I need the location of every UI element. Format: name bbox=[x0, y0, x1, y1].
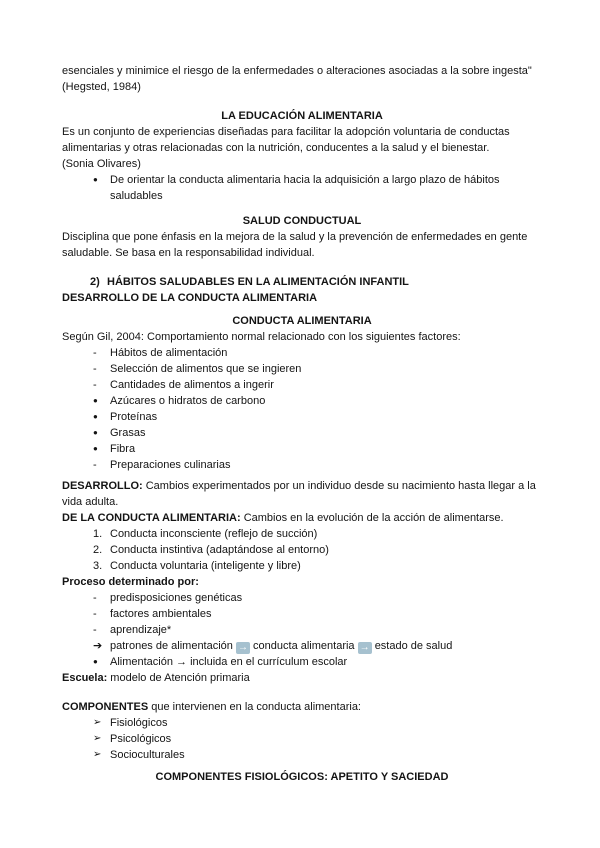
bullet-icon: ● bbox=[93, 444, 98, 453]
bullet-icon: ● bbox=[93, 657, 98, 666]
list-item bbox=[62, 409, 542, 425]
arrow-right-icon: ➔ bbox=[93, 640, 103, 652]
dash-icon: - bbox=[93, 347, 97, 359]
list-item-text: Cantidades de alimentos a ingerir bbox=[110, 379, 274, 391]
list-item-text: Preparaciones culinarias bbox=[110, 459, 231, 471]
number-marker: 1. bbox=[93, 528, 103, 540]
list-item-text: Hábitos de alimentación bbox=[110, 347, 228, 359]
numbered-heading-text: HÁBITOS SALUDABLES EN LA ALIMENTACIÓN INFANTIL bbox=[107, 276, 409, 288]
numbered-list-item bbox=[62, 558, 542, 574]
educacion-paragraph: Es un conjunto de experiencias diseñadas para facilitar la adopción voluntaria de conductas alimentarias y otras relacionadas con la nutrición, conducentes a la salud y el bienestar. bbox=[62, 126, 510, 154]
dash-icon: - bbox=[93, 379, 97, 391]
dash-icon: - bbox=[93, 459, 97, 471]
list-item-text: aprendizaje* bbox=[110, 624, 172, 636]
list-item bbox=[62, 622, 542, 638]
list-item-text: Conducta instintiva (adaptándose al entorno) bbox=[110, 544, 329, 556]
list-item bbox=[62, 425, 542, 441]
desarrollo-paragraph bbox=[62, 478, 542, 510]
list-item-text: Azúcares o hidratos de carbono bbox=[110, 395, 266, 407]
arrowhead-icon: ➢ bbox=[93, 749, 102, 760]
list-item-orientar bbox=[62, 172, 542, 204]
list-item bbox=[62, 393, 542, 409]
arrowhead-icon: ➢ bbox=[93, 733, 102, 744]
list-item-text: factores ambientales bbox=[110, 608, 212, 620]
list-item-text: Selección de alimentos que se ingieren bbox=[110, 363, 302, 375]
educacion-attribution: (Sonia Olivares) bbox=[62, 158, 141, 170]
de-la-conducta-paragraph bbox=[62, 510, 542, 526]
escuela-label: Escuela: bbox=[62, 672, 108, 684]
number-marker: 2. bbox=[93, 544, 103, 556]
quote-continuation-paragraph: esenciales y minimice el riesgo de la enfermedades o alteraciones asociadas a la sobre ingesta" (Hegsted, 1984) bbox=[62, 65, 532, 93]
heading-salud-conductual: SALUD CONDUCTUAL bbox=[242, 215, 362, 227]
numbered-list-item bbox=[62, 542, 542, 558]
list-item-text: Fisiológicos bbox=[110, 717, 168, 729]
list-item-text: Grasas bbox=[110, 427, 146, 439]
right-arrow-emoji-icon: → bbox=[237, 642, 248, 653]
desarrollo-label: DESARROLLO: bbox=[62, 480, 143, 492]
list-item-text: Conducta inconsciente (reflejo de succión) bbox=[110, 528, 318, 540]
heading-componentes-fisiologicos: COMPONENTES FISIOLÓGICOS: APETITO Y SACIEDAD bbox=[155, 771, 449, 783]
flow-segment-3: estado de salud bbox=[374, 640, 453, 652]
list-item bbox=[62, 747, 542, 763]
list-item bbox=[62, 441, 542, 457]
list-item-text: Conducta voluntaria (inteligente y libre) bbox=[110, 560, 301, 572]
list-item bbox=[62, 606, 542, 622]
list-item-text: Fibra bbox=[110, 443, 136, 455]
list-item-text: Alimentación → incluida en el currículum escolar bbox=[110, 656, 348, 668]
flow-segment-2: conducta alimentaria bbox=[253, 640, 355, 652]
proceso-label: Proceso determinado por: bbox=[62, 576, 199, 588]
numbered-heading-habitos bbox=[62, 274, 542, 290]
right-arrow-emoji-icon: → bbox=[359, 642, 370, 653]
list-item-alimentacion bbox=[62, 654, 542, 670]
escuela-paragraph bbox=[62, 670, 542, 686]
heading-la-educacion-alimentaria: LA EDUCACIÓN ALIMENTARIA bbox=[221, 110, 383, 122]
escuela-text: modelo de Atención primaria bbox=[107, 672, 250, 684]
dash-icon: - bbox=[93, 608, 97, 620]
heading-conducta-alimentaria: CONDUCTA ALIMENTARIA bbox=[232, 315, 372, 327]
salud-conductual-paragraph: Disciplina que pone énfasis en la mejora de la salud y la prevención de enfermedades en gente saludable. Se basa en la responsabilidad individual. bbox=[62, 231, 528, 259]
list-item-text: Socioculturales bbox=[110, 749, 185, 761]
bullet-icon: ● bbox=[93, 412, 98, 421]
dash-icon: - bbox=[93, 592, 97, 604]
list-item-text: Proteínas bbox=[110, 411, 158, 423]
componentes-text: que intervienen en la conducta alimentaria: bbox=[148, 701, 361, 713]
list-item bbox=[62, 361, 542, 377]
de-la-conducta-label: DE LA CONDUCTA ALIMENTARIA: bbox=[62, 512, 241, 524]
desarrollo-text: Cambios experimentados por un individuo desde su nacimiento hasta llegar a la vida adulta. bbox=[62, 480, 536, 508]
bullet-icon: ● bbox=[93, 396, 98, 405]
bullet-icon: ● bbox=[93, 175, 98, 184]
bullet-icon: ● bbox=[93, 428, 98, 437]
numbered-heading-marker: 2) bbox=[90, 276, 100, 288]
dash-icon: - bbox=[93, 363, 97, 375]
arrowhead-icon: ➢ bbox=[93, 717, 102, 728]
list-item-text: predisposiciones genéticas bbox=[110, 592, 243, 604]
dash-icon: - bbox=[93, 624, 97, 636]
list-item bbox=[62, 715, 542, 731]
subheading-desarrollo-conducta: DESARROLLO DE LA CONDUCTA ALIMENTARIA bbox=[62, 292, 318, 304]
arrow-flow-text bbox=[110, 638, 542, 654]
componentes-label: COMPONENTES bbox=[62, 701, 149, 713]
list-item-text: De orientar la conducta alimentaria hacia la adquisición a largo plazo de hábitos saludables bbox=[110, 174, 500, 202]
de-la-conducta-text: Cambios en la evolución de la acción de alimentarse. bbox=[240, 512, 504, 524]
componentes-paragraph bbox=[62, 699, 542, 715]
list-item bbox=[62, 345, 542, 361]
arrow-flow-line bbox=[62, 638, 542, 654]
list-item bbox=[62, 731, 542, 747]
list-item bbox=[62, 590, 542, 606]
list-item bbox=[62, 377, 542, 393]
number-marker: 3. bbox=[93, 560, 103, 572]
flow-segment-1: patrones de alimentación bbox=[110, 640, 233, 652]
list-item bbox=[62, 457, 542, 473]
conducta-intro: Según Gil, 2004: Comportamiento normal relacionado con los siguientes factores: bbox=[62, 331, 461, 343]
numbered-list-item bbox=[62, 526, 542, 542]
list-item-text: Psicológicos bbox=[110, 733, 172, 745]
